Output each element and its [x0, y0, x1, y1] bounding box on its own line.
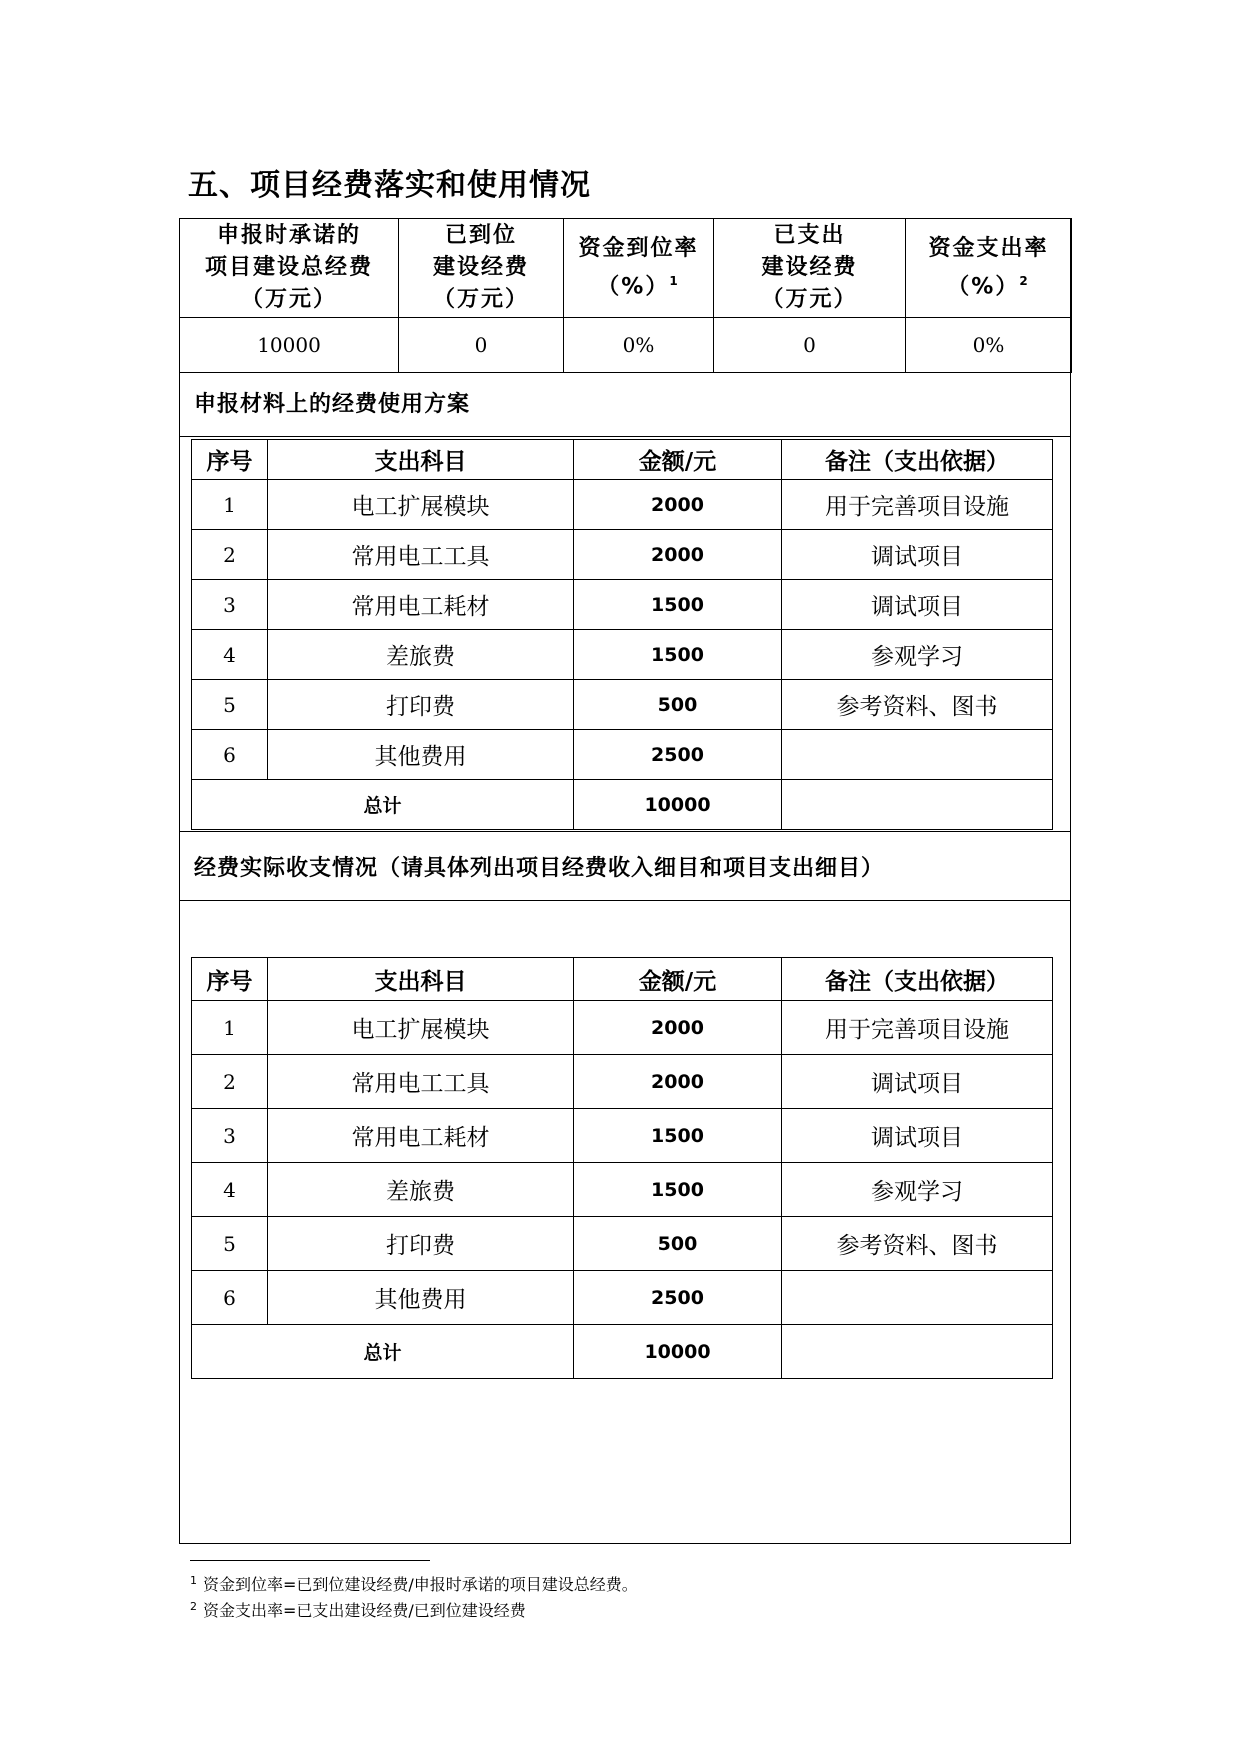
table-row: 4 差旅费 1500 参观学习 [192, 630, 1053, 680]
table-row: 6 其他费用 2500 [192, 1271, 1053, 1325]
funding-form [179, 218, 1071, 1544]
table-row: 6 其他费用 2500 [192, 730, 1053, 780]
col-seq: 序号 [192, 958, 268, 1001]
actual-budget-table [191, 957, 1053, 1379]
table-row: 5 打印费 500 参考资料、图书 [192, 680, 1053, 730]
footnote-ref-2: 2 [1019, 273, 1030, 288]
header-arrival-rate: 资金到位率 （%）$^1$ [564, 219, 714, 318]
header-spent-funds: 已支出 建设经费 （万元） [714, 219, 906, 318]
table-row: 1 电工扩展模块 2000 用于完善项目设施 [192, 1001, 1053, 1055]
col-amount: 金额/元 [574, 440, 782, 480]
footnote-ref-1: 1 [669, 273, 680, 288]
col-seq: 序号 [192, 440, 268, 480]
value-spent-funds: 0 [714, 318, 906, 373]
table-row: 3 常用电工耗材 1500 调试项目 [192, 580, 1053, 630]
funding-summary-table [179, 218, 1072, 373]
table-row: 4 差旅费 1500 参观学习 [192, 1163, 1053, 1217]
planned-budget-table [191, 439, 1053, 830]
value-received-funds: 0 [399, 318, 564, 373]
footnote-separator [190, 1560, 430, 1561]
divider [180, 831, 1070, 832]
total-row: 总计 10000 [192, 1325, 1053, 1379]
planned-header-row [192, 440, 1053, 480]
value-spending-rate: 0% [906, 318, 1072, 373]
table-row: 2 常用电工工具 2000 调试项目 [192, 530, 1053, 580]
divider [180, 436, 1070, 437]
col-item: 支出科目 [268, 958, 574, 1001]
table-row: 3 常用电工耗材 1500 调试项目 [192, 1109, 1053, 1163]
summary-value-row [180, 318, 1072, 373]
header-spending-rate: 资金支出率 （%）$^2$ [906, 219, 1072, 318]
actual-budget-label: 经费实际收支情况（请具体列出项目经费收入细目和项目支出细目） [194, 856, 885, 881]
table-row: 5 打印费 500 参考资料、图书 [192, 1217, 1053, 1271]
section-heading: 五、项目经费落实和使用情况 [188, 168, 591, 203]
table-row: 1 电工扩展模块 2000 用于完善项目设施 [192, 480, 1053, 530]
total-row: 总计 10000 [192, 780, 1053, 830]
header-committed-funds: 申报时承诺的 项目建设总经费 （万元） [180, 219, 399, 318]
col-note: 备注（支出依据） [782, 958, 1053, 1001]
planned-budget-label: 申报材料上的经费使用方案 [194, 392, 471, 417]
summary-header-row [180, 219, 1072, 318]
col-item: 支出科目 [268, 440, 574, 480]
table-row: 2 常用电工工具 2000 调试项目 [192, 1055, 1053, 1109]
value-arrival-rate: 0% [564, 318, 714, 373]
footnote-1: $^1$ 资金到位率=已到位建设经费/申报时承诺的项目建设总经费。 [190, 1573, 638, 1594]
actual-header-row [192, 958, 1053, 1001]
header-received-funds: 已到位 建设经费 （万元） [399, 219, 564, 318]
col-amount: 金额/元 [574, 958, 782, 1001]
value-committed-funds: 10000 [180, 318, 399, 373]
divider [180, 900, 1070, 901]
col-note: 备注（支出依据） [782, 440, 1053, 480]
footnote-2: $^2$ 资金支出率=已支出建设经费/已到位建设经费 [190, 1599, 526, 1620]
